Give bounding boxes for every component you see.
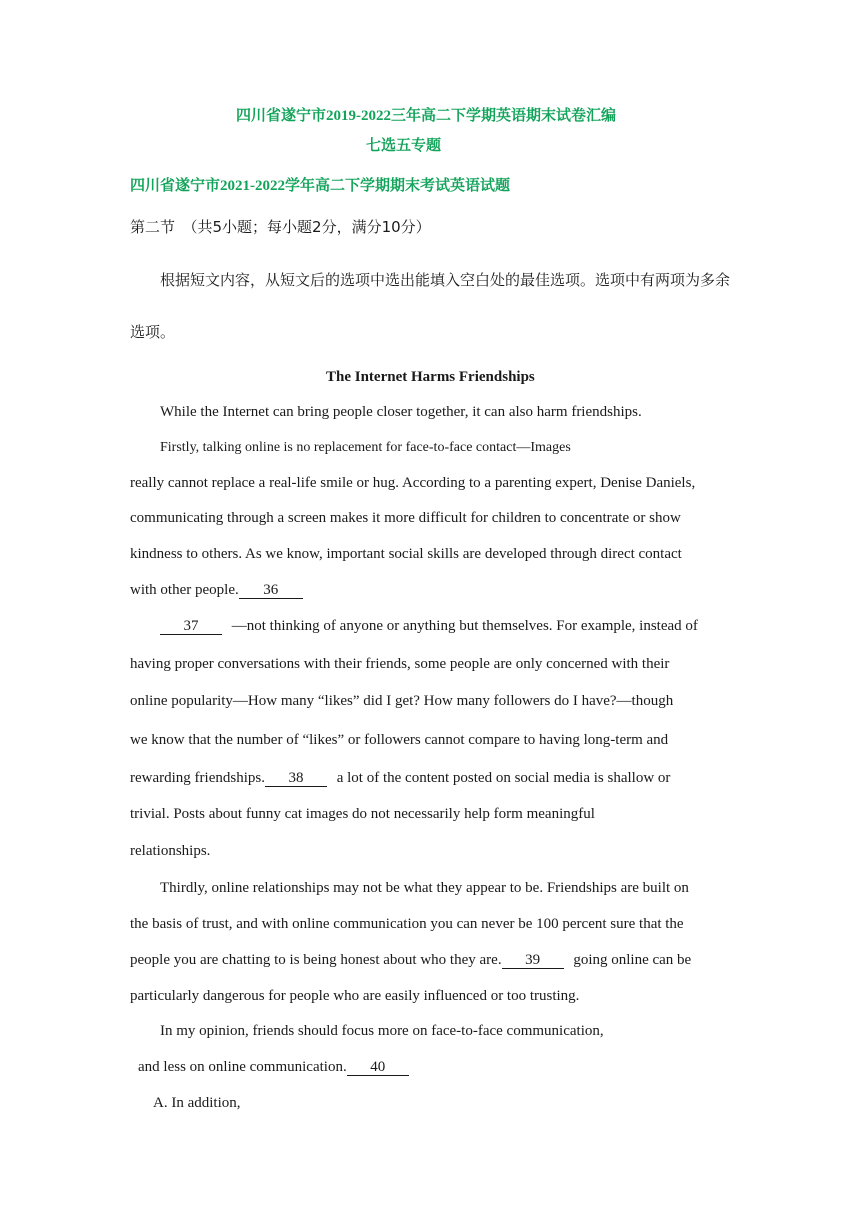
answer-blank-39: 39 [502,953,564,969]
paragraph-4-text: going online can be [573,952,692,968]
paragraph-4-line: the basis of trust, and with online communication you can never be 100 percent sure that the [130,916,684,932]
paragraph-2-line: really cannot replace a real-life smile or hug. According to a parenting expert, Denise Daniels, [130,475,696,491]
paragraph-3-line: relationships. [130,843,211,859]
paragraph-3-text: —not thinking of anyone or anything but themselves. For example, instead of [231,618,698,634]
topic-title: 七选五专题 [366,138,442,154]
paragraph-5-text: and less on online communication. [138,1059,347,1075]
paragraph-3-line: online popularity—How many “likes” did I get? How many followers do I have?—though [130,693,674,709]
paragraph-4-line [130,952,691,969]
passage-title: The Internet Harms Friendships [326,369,535,385]
section-heading: 第二节 （共5小题；每小题2分，满分10分） [130,218,431,236]
paragraph-2-line: Firstly, talking online is no replacement for face-to-face contact—Images [160,440,571,455]
paragraph-2-text: with other people. [130,582,239,598]
paragraph-4-line: particularly dangerous for people who are easily influenced or too trusting. [130,988,580,1004]
paragraph-4-text: people you are chatting to is being honest about who they are. [130,952,502,968]
paragraph-3-line: we know that the number of “likes” or followers cannot compare to having long-term and [130,732,669,748]
exam-title: 四川省遂宁市2021-2022学年高二下学期期末考试英语试题 [130,178,510,194]
paragraph-2-line [130,582,303,599]
paragraph-4-line: Thirdly, online relationships may not be what they appear to be. Friendships are built on [160,880,689,896]
paragraph-3-line: trivial. Posts about funny cat images do not necessarily help form meaningful [130,806,595,822]
paragraph-5-line [138,1059,409,1076]
answer-blank-36: 36 [239,583,303,599]
answer-blank-37: 37 [160,619,222,635]
paragraph-3-text: rewarding friendships. [130,770,265,786]
paragraph-3-line: having proper conversations with their friends, some people are only concerned with their [130,656,670,672]
paragraph-3-line [130,770,670,787]
paragraph-5-line: In my opinion, friends should focus more on face-to-face communication, [160,1023,604,1039]
answer-blank-38: 38 [265,771,327,787]
paragraph-2-line: communicating through a screen makes it more difficult for children to concentrate or show [130,510,681,526]
paragraph-3-line [160,618,698,635]
collection-title: 四川省遂宁市2019-2022三年高二下学期英语期末试卷汇编 [236,108,616,124]
answer-blank-40: 40 [347,1060,409,1076]
paragraph-1-line: While the Internet can bring people closer together, it can also harm friendships. [160,404,642,420]
instruction-line-2: 选项。 [130,323,176,341]
paragraph-3-text: a lot of the content posted on social media is shallow or [336,770,671,786]
paragraph-2-line: kindness to others. As we know, important social skills are developed through direct contact [130,546,682,562]
option-a: A. In addition, [153,1095,241,1111]
instruction-line-1: 根据短文内容，从短文后的选项中选出能填入空白处的最佳选项。选项中有两项为多余 [160,271,731,289]
